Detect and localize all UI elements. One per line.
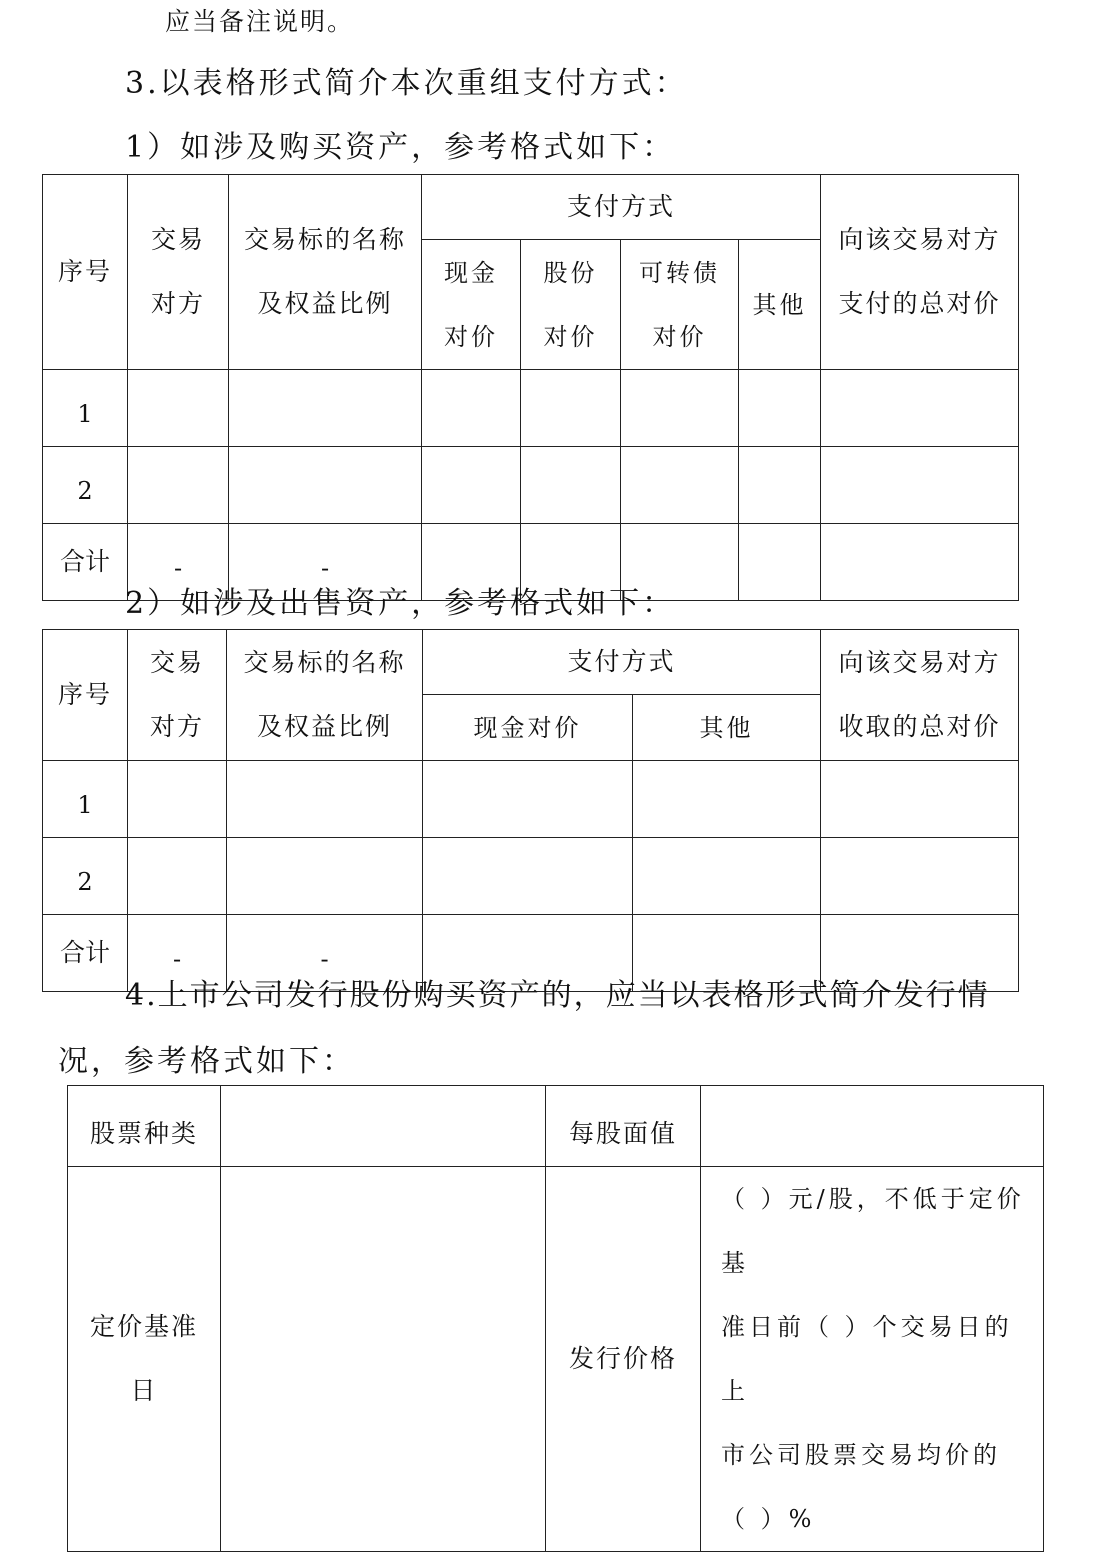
sum-label: 合计: [43, 524, 128, 601]
header-total-received: 向该交易对方 收取的总对价: [821, 630, 1019, 761]
header-other: 其他: [633, 695, 821, 761]
header-convertible: 可转债 对价: [621, 240, 739, 370]
dash-cell: -: [128, 915, 227, 992]
row-seq: 2: [43, 838, 128, 915]
issue-price-description: （ ）元/股，不低于定价基 准日前（ ）个交易日的上 市公司股票交易均价的 （ ）%: [701, 1167, 1044, 1552]
header-payment-method: 支付方式: [422, 175, 821, 240]
header-cash: 现金对价: [423, 695, 633, 761]
header-payment-method: 支付方式: [423, 630, 821, 695]
table-row: [43, 761, 1019, 838]
row-seq: 2: [43, 447, 128, 524]
value-stock-type: [221, 1086, 546, 1167]
header-shares: 股份 对价: [521, 240, 621, 370]
row-seq: 1: [43, 761, 128, 838]
table-row: [43, 838, 1019, 915]
sum-label: 合计: [43, 915, 128, 992]
header-seq: 序号: [43, 630, 128, 761]
sub-2-heading: 2）如涉及出售资产，参考格式如下：: [125, 586, 676, 621]
header-other: 其他: [739, 240, 821, 370]
value-par-value: [701, 1086, 1044, 1167]
label-stock-type: 股票种类: [68, 1086, 221, 1167]
dash-cell: -: [229, 524, 422, 601]
header-seq: 序号: [43, 175, 128, 370]
sale-payment-table: [42, 629, 1019, 992]
item-3-heading: 3.以表格形式简介本次重组支付方式：: [125, 66, 688, 101]
header-counterparty: 交易 对方: [128, 175, 229, 370]
label-pricing-base-date: 定价基准 日: [68, 1167, 221, 1552]
purchase-payment-table: [42, 174, 1019, 601]
table-row: [43, 370, 1019, 447]
value-pricing-base-date: [221, 1167, 546, 1552]
intro-tail-text: 应当备注说明。: [165, 7, 355, 36]
header-target: 交易标的名称 及权益比例: [229, 175, 422, 370]
row-seq: 1: [43, 370, 128, 447]
header-target: 交易标的名称 及权益比例: [227, 630, 423, 761]
label-par-value: 每股面值: [546, 1086, 701, 1167]
table-row: [43, 447, 1019, 524]
sub-1-heading: 1）如涉及购买资产，参考格式如下：: [125, 130, 676, 165]
item-4-heading-line-1: 4.上市公司发行股份购买资产的，应当以表格形式简介发行情: [125, 978, 990, 1013]
header-cash: 现金 对价: [422, 240, 521, 370]
share-issuance-table: [67, 1085, 1044, 1552]
dash-cell: -: [227, 915, 423, 992]
label-issue-price: 发行价格: [546, 1167, 701, 1552]
header-total-paid: 向该交易对方 支付的总对价: [821, 175, 1019, 370]
header-counterparty: 交易 对方: [128, 630, 227, 761]
dash-cell: -: [128, 524, 229, 601]
item-4-heading-line-2: 况，参考格式如下：: [58, 1044, 355, 1079]
